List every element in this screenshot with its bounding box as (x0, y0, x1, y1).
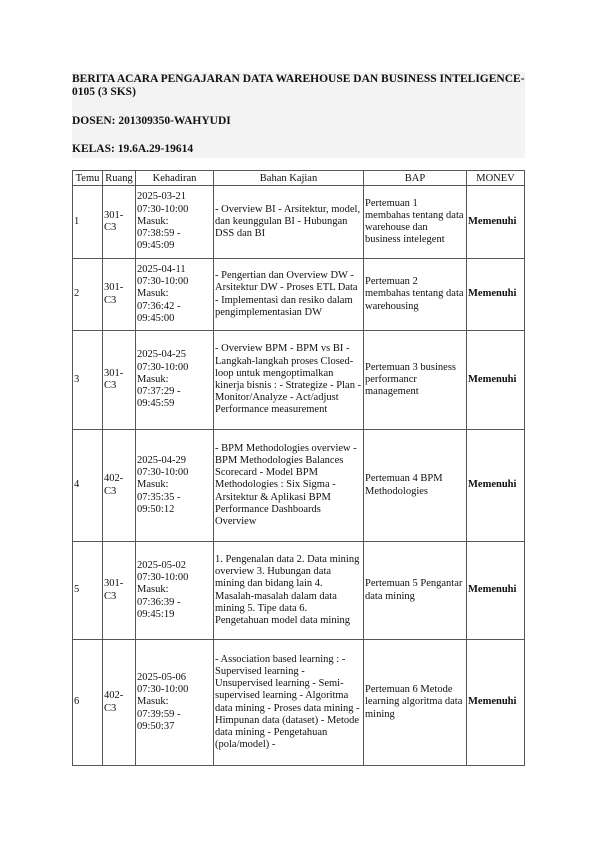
cell-bahan-kajian: - Association based learning : - Supervised learning - Unsupervised learning - Semi-supervised learning - Algoritma data mining - Proses data mining - Himpunan data (dataset) - Metode data mining - Pengetahuan (pola/model) - (214, 640, 364, 766)
cell-temu: 5 (73, 542, 103, 640)
cell-ruang: 402-C3 (103, 430, 136, 542)
cell-monev: Memenuhi (467, 186, 525, 259)
cell-monev: Memenuhi (467, 331, 525, 430)
cell-monev: Memenuhi (467, 640, 525, 766)
column-header-kehadiran: Kehadiran (136, 171, 214, 186)
cell-bahan-kajian: - BPM Methodologies overview - BPM Methodologies Balances Scorecard - Model BPM Methodologies : Six Sigma - Arsitektur & Aplikasi BPM Performance Dashboards Overview (214, 430, 364, 542)
column-header-monev: MONEV (467, 171, 525, 186)
cell-monev: Memenuhi (467, 430, 525, 542)
cell-kehadiran: 2025-04-11 07:30-10:00 Masuk: 07:36:42 - 09:45:00 (136, 259, 214, 331)
cell-ruang: 301-C3 (103, 186, 136, 259)
table-row (73, 259, 525, 331)
table-row (73, 430, 525, 542)
cell-bahan-kajian: - Pengertian dan Overview DW - Arsitektur DW - Proses ETL Data - Implementasi dan resiko dalam pengimplementasian DW (214, 259, 364, 331)
cell-bap: Pertemuan 4 BPM Methodologies (364, 430, 467, 542)
cell-temu: 4 (73, 430, 103, 542)
table-row (73, 640, 525, 766)
cell-bahan-kajian: - Overview BPM - BPM vs BI - Langkah-langkah proses Closed-loop untuk mengoptimalkan kinerja bisnis : - Strategize - Plan - Monitor/Analyze - Act/adjust Performance measurement (214, 331, 364, 430)
cell-kehadiran: 2025-04-25 07:30-10:00 Masuk: 07:37:29 - 09:45:59 (136, 331, 214, 430)
cell-temu: 3 (73, 331, 103, 430)
teaching-record-table (72, 170, 525, 766)
cell-bap: Pertemuan 6 Metode learning algoritma data mining (364, 640, 467, 766)
column-header-temu: Temu (73, 171, 103, 186)
document-title: BERITA ACARA PENGAJARAN DATA WAREHOUSE DAN BUSINESS INTELIGENCE-0105 (3 SKS) (72, 73, 525, 98)
column-header-bap: BAP (364, 171, 467, 186)
cell-ruang: 301-C3 (103, 331, 136, 430)
cell-ruang: 301-C3 (103, 259, 136, 331)
cell-kehadiran: 2025-03-21 07:30-10:00 Masuk: 07:38:59 - 09:45:09 (136, 186, 214, 259)
cell-monev: Memenuhi (467, 542, 525, 640)
cell-bap: Pertemuan 2 membahas tentang data warehousing (364, 259, 467, 331)
cell-bap: Pertemuan 1 membahas tentang data warehouse dan business intelegent (364, 186, 467, 259)
table-row (73, 331, 525, 430)
cell-temu: 1 (73, 186, 103, 259)
column-header-bahan-kajian: Bahan Kajian (214, 171, 364, 186)
table-row (73, 186, 525, 259)
class-line: KELAS: 19.6A.29-19614 (72, 143, 194, 155)
cell-temu: 2 (73, 259, 103, 331)
cell-bahan-kajian: - Overview BI - Arsitektur, model, dan keunggulan BI - Hubungan DSS dan BI (214, 186, 364, 259)
table-row (73, 542, 525, 640)
lecturer-line: DOSEN: 201309350-WAHYUDI (72, 115, 231, 127)
cell-kehadiran: 2025-05-06 07:30-10:00 Masuk: 07:39:59 - 09:50:37 (136, 640, 214, 766)
cell-bap: Pertemuan 3 business performancr management (364, 331, 467, 430)
cell-bap: Pertemuan 5 Pengantar data mining (364, 542, 467, 640)
column-header-ruang: Ruang (103, 171, 136, 186)
cell-ruang: 301-C3 (103, 542, 136, 640)
cell-ruang: 402-C3 (103, 640, 136, 766)
cell-kehadiran: 2025-04-29 07:30-10:00 Masuk: 07:35:35 - 09:50:12 (136, 430, 214, 542)
cell-bahan-kajian: 1. Pengenalan data 2. Data mining overview 3. Hubungan data mining dan bidang lain 4. Masalah-masalah dalam data mining 5. Tipe data 6. Pengetahuan model data mining (214, 542, 364, 640)
cell-temu: 6 (73, 640, 103, 766)
cell-kehadiran: 2025-05-02 07:30-10:00 Masuk: 07:36:39 - 09:45:19 (136, 542, 214, 640)
table-header-row (73, 171, 525, 186)
cell-monev: Memenuhi (467, 259, 525, 331)
